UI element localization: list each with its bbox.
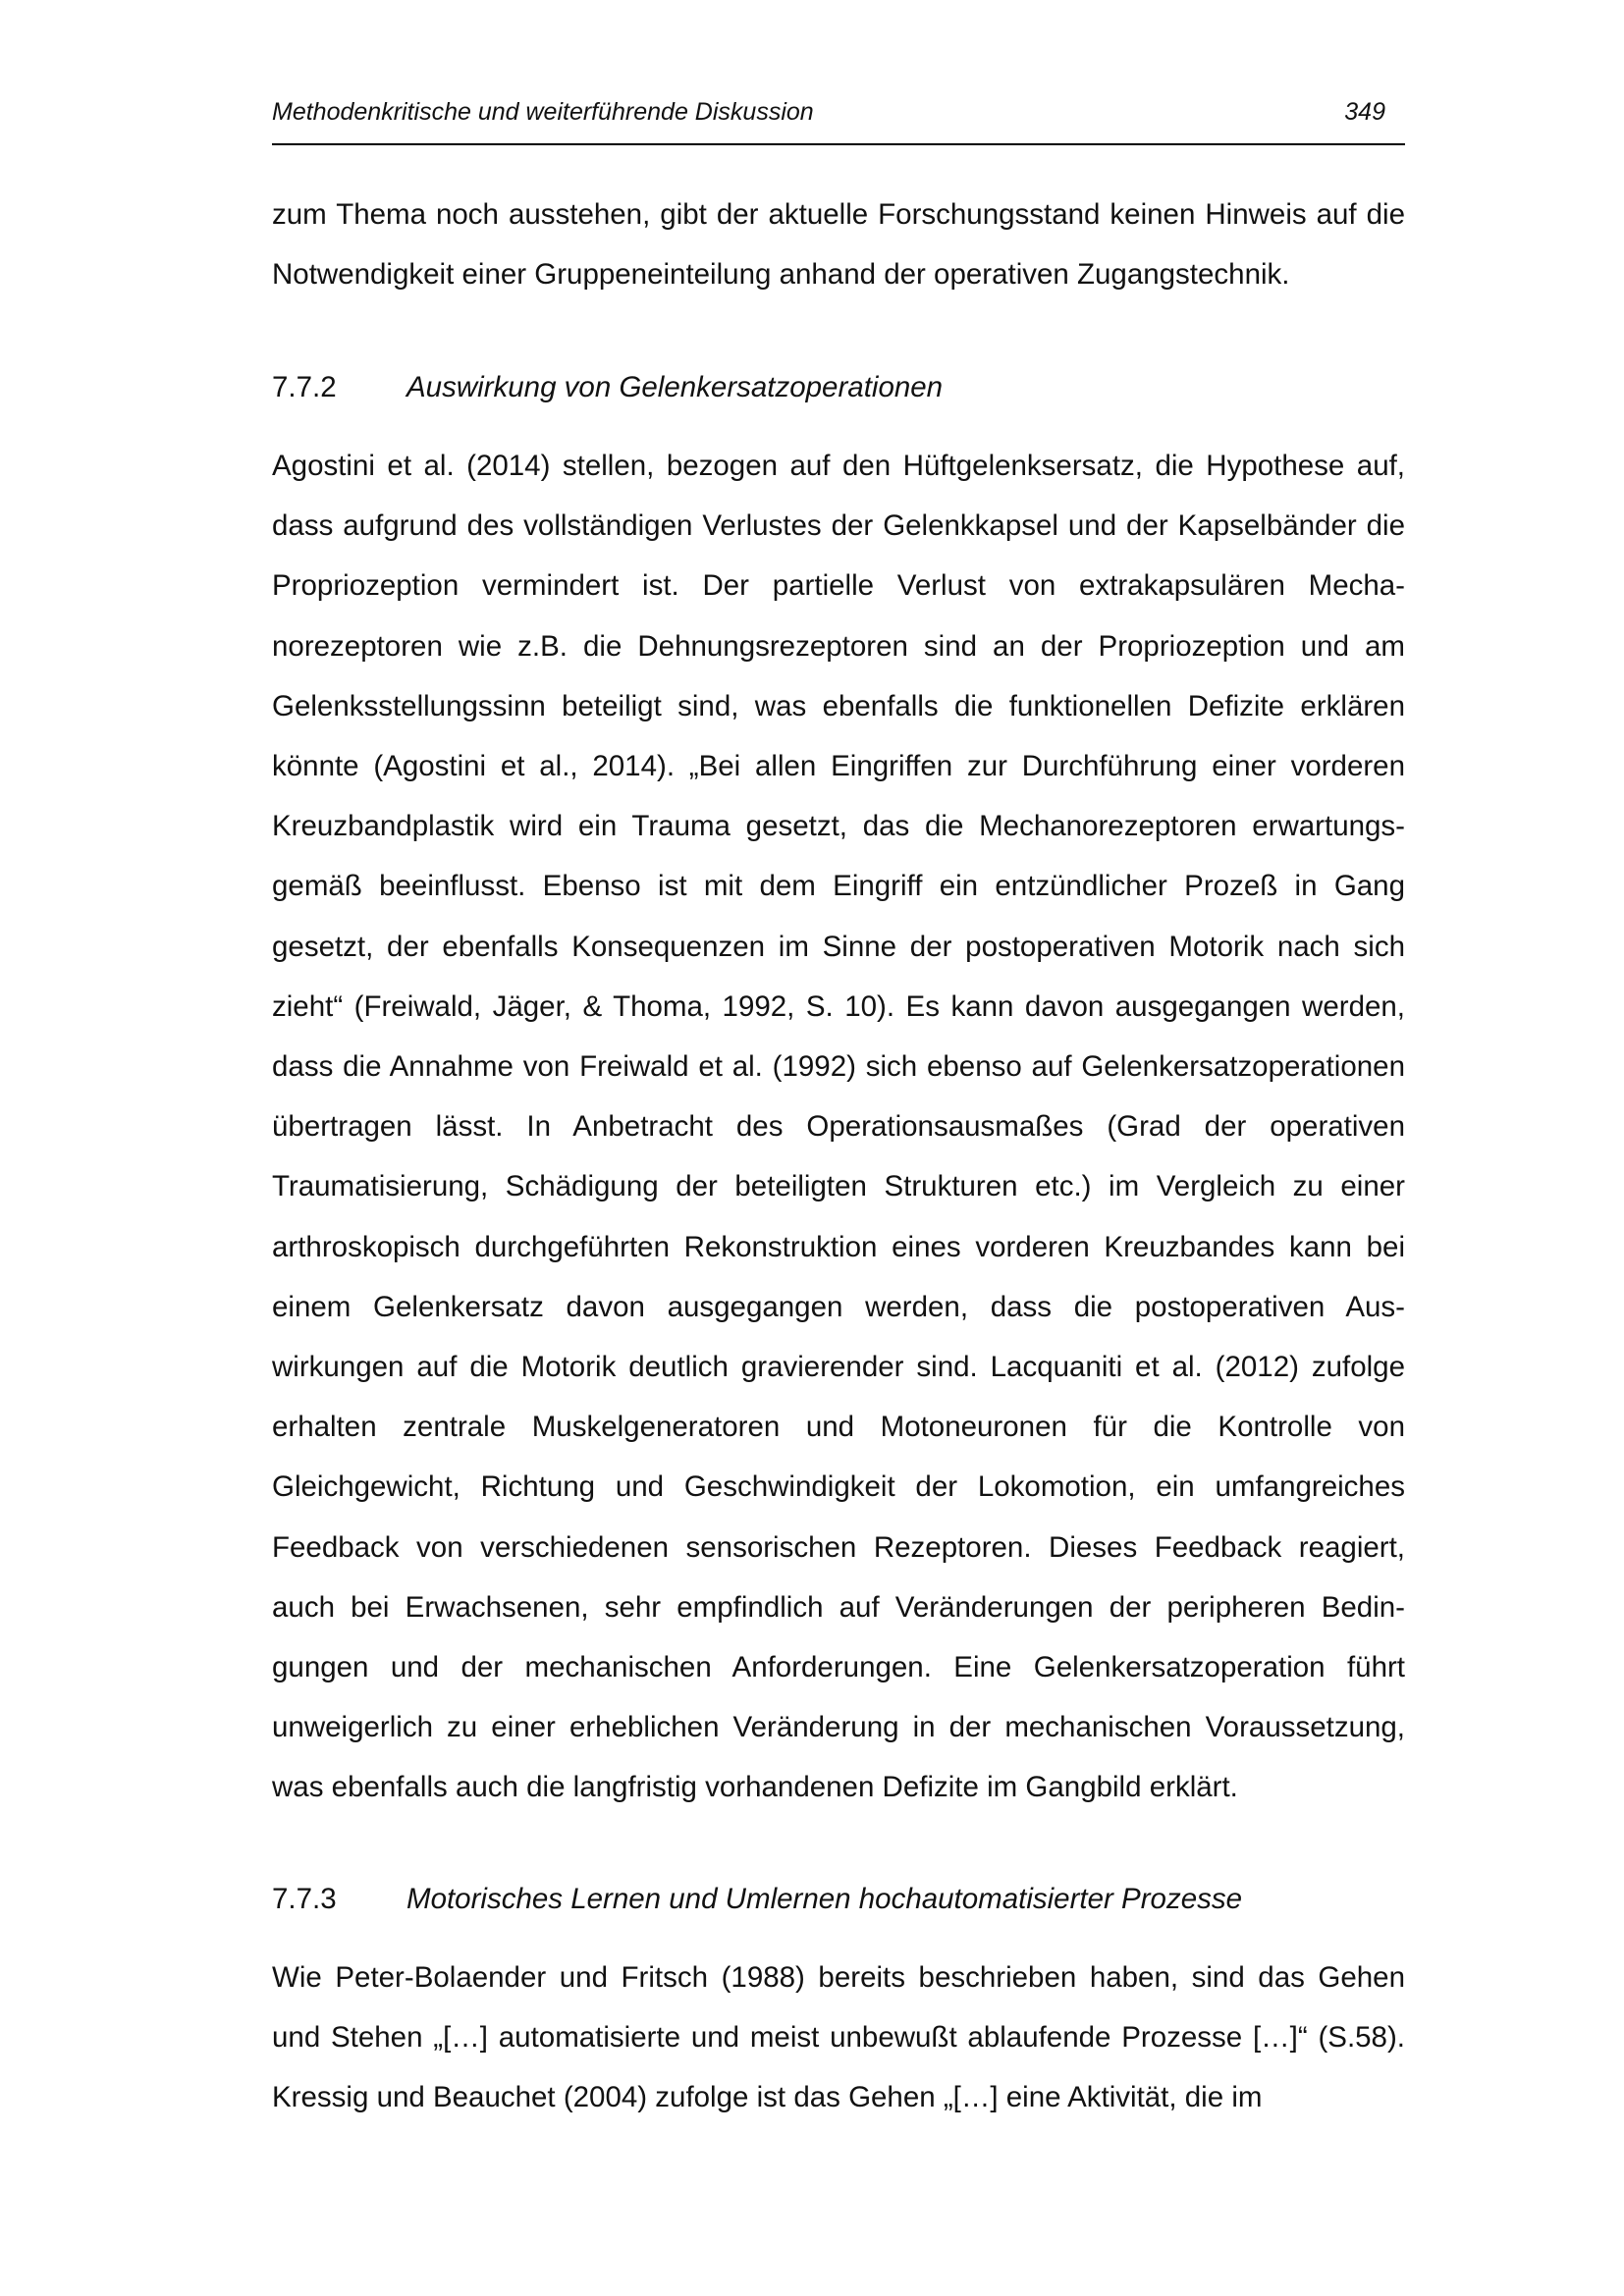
- running-head-title: Methodenkritische und weiterführende Diskussion: [272, 98, 814, 126]
- running-head: [272, 94, 1405, 145]
- continuation-paragraph: zum Thema noch ausstehen, gibt der aktuelle Forschungsstand keinen Hinweis auf die Notwendigkeit einer Gruppeneinteilung anhand der operativen Zugangstechnik.: [272, 198, 1405, 292]
- section-7-7-3-paragraph: Wie Peter-Bolaender und Fritsch (1988) bereits beschrieben haben, sind das Gehen und Stehen „[…] automatisierte und meist unbewußt ablaufende Prozesse […]“ (S.58). Kressig und Beauchet (2004) zufolge ist das Gehen „[…] eine Aktivität, die im: [272, 1961, 1405, 2114]
- section-title: Auswirkung von Gelenkersatzoperationen: [406, 371, 944, 403]
- section-heading-7-7-2: [272, 371, 1405, 410]
- section-title: Motorisches Lernen und Umlernen hochautomatisierter Prozesse: [406, 1883, 1243, 1915]
- section-number: 7.7.2: [272, 371, 337, 403]
- section-number: 7.7.3: [272, 1883, 337, 1915]
- page-number: 349: [1344, 98, 1385, 126]
- section-heading-7-7-3: [272, 1883, 1405, 1922]
- section-7-7-2-paragraph: Agostini et al. (2014) stellen, bezogen auf den Hüftgelenksersatz, die Hypothese auf, dass aufgrund des vollständigen Verlustes der Gelenkkapsel und der Kapselbänder die Propriozeption vermindert ist. Der partielle Verlust von extrakapsulären Mechanorezeptoren wie z.B. die Dehnungsrezeptoren sind an der Propriozeption und am Gelenksstellungssinn beteiligt sind, was ebenfalls die funktionellen Defizite erklären könnte (Agostini et al., 2014). „Bei allen Eingriffen zur Durchführung einer vorderen Kreuzbandplastik wird ein Trauma gesetzt, das die Mechanorezeptoren erwartungsgemäß beeinflusst. Ebenso ist mit dem Eingriff ein entzündlicher Prozeß in Gang gesetzt, der ebenfalls Konsequenzen im Sinne der postoperativen Motorik nach sich zieht“ (Freiwald, Jäger, & Thoma, 1992, S. 10). Es kann davon ausgegangen werden, dass die Annahme von Freiwald et al. (1992) sich ebenso auf Gelenkersatzoperationen übertragen lässt. In Anbetracht des Operationsausmaßes (Grad der operativen Traumatisierung, Schädigung der beteiligten Strukturen etc.) im Vergleich zu einer arthroskopisch durchgeführten Rekonstruktion eines vorderen Kreuzbandes kann bei einem Gelenkersatz davon ausgegangen werden, dass die postoperativen Auswirkungen auf die Motorik deutlich gravierender sind. Lacquaniti et al. (2012) zufolge erhalten zentrale Muskelgeneratoren und Motoneuronen für die Kontrolle von Gleichgewicht, Richtung und Geschwindigkeit der Lokomotion, ein umfangreiches Feedback von verschiedenen sensorischen Rezeptoren. Dieses Feedback reagiert, auch bei Erwachsenen, sehr empfindlich auf Veränderungen der peripheren Bedingungen und der mechanischen Anforderungen. Eine Gelenkersatzoperation führt unweigerlich zu einer erheblichen Veränderung in der mechanischen Voraussetzung, was ebenfalls auch die langfristig vorhandenen Defizite im Gangbild erklärt.: [272, 450, 1405, 1804]
